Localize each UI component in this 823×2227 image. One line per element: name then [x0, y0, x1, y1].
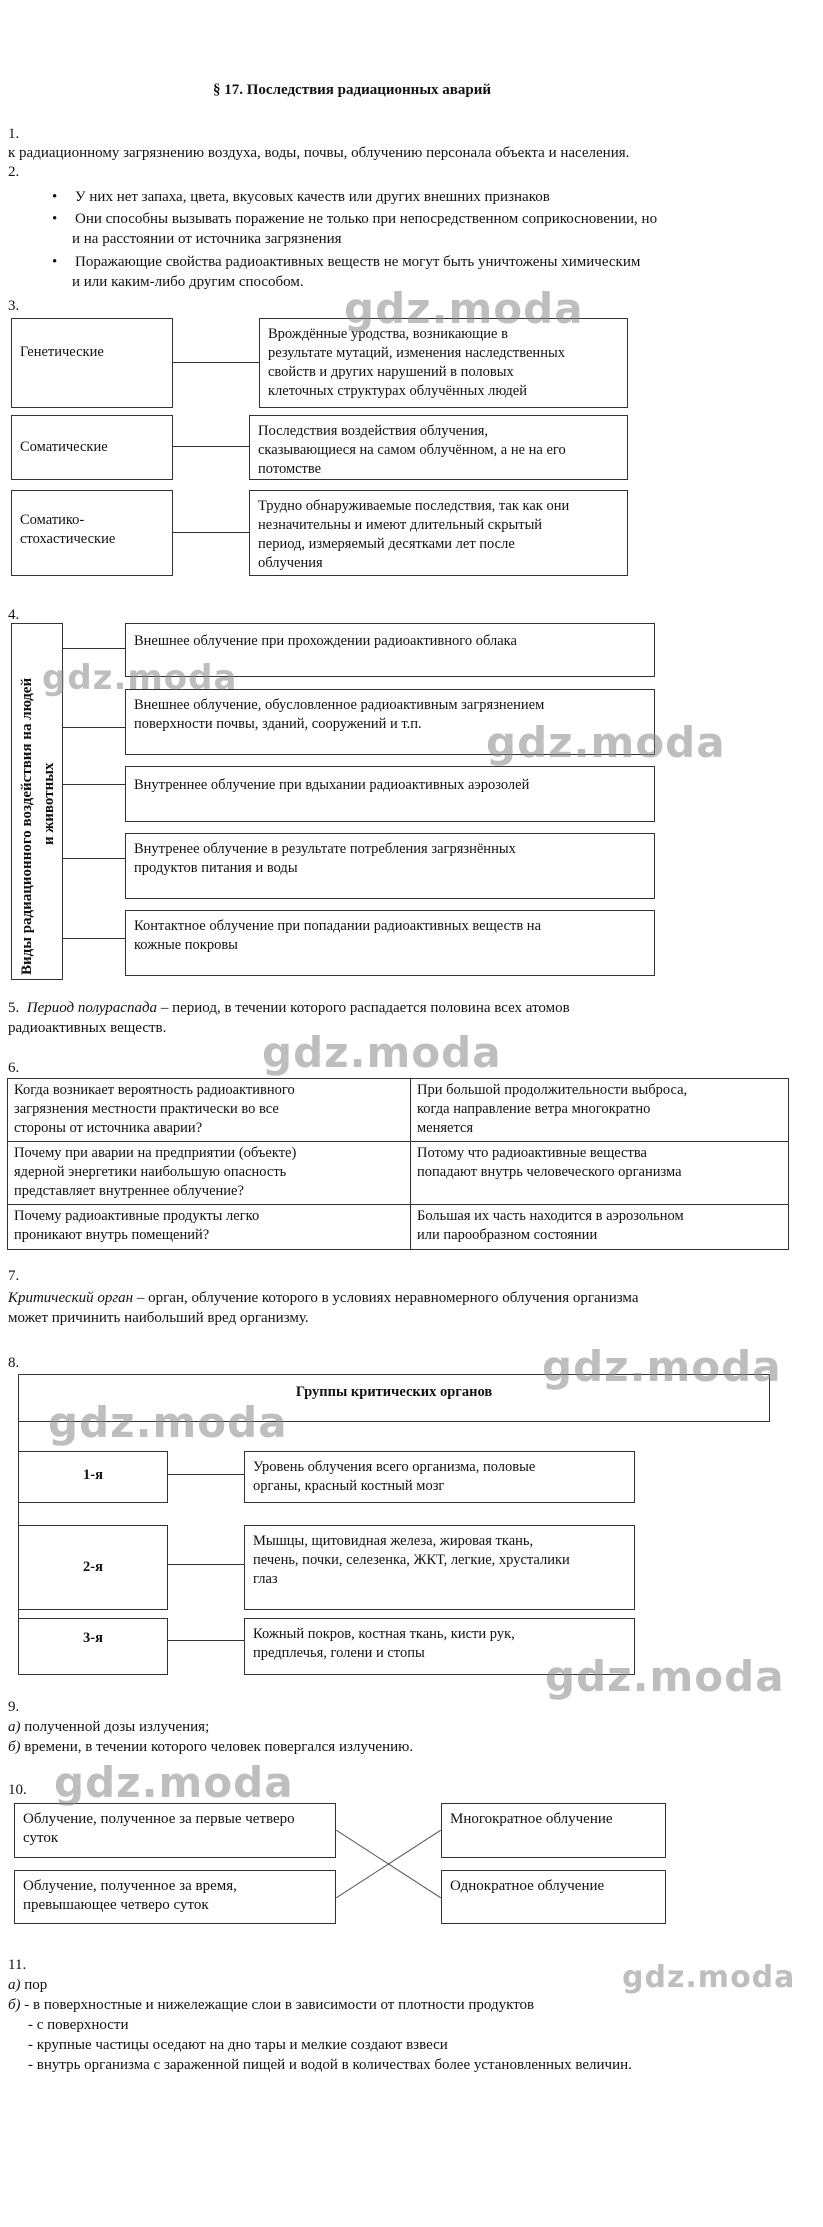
q8-group-2-text: Мышцы, щитовидная железа, жировая ткань, печень, почки, селезенка, ЖКТ, легкие, хрусталики глаз [244, 1525, 635, 1610]
q6-answer-3: Большая их часть находится в аэрозольном или парообразном состоянии [411, 1205, 789, 1250]
answer-2-bullet-2-cont: и на расстоянии от источника загрязнения [72, 231, 342, 247]
q10-right-box-1: Многократное облучение [441, 1803, 666, 1858]
question-number-1: 1. [8, 126, 20, 142]
question-number-7: 7. [8, 1268, 20, 1284]
q3-connector-1 [173, 362, 259, 363]
question-number-9: 9. [8, 1699, 20, 1715]
table-row [8, 1205, 789, 1250]
q3-right-box-3: Трудно обнаруживаемые последствия, так как они незначительны и имеют длительный скрытый период, измеряемый десятками лет после облучения [249, 490, 628, 576]
q3-connector-2 [173, 446, 249, 447]
q6-question-3: Почему радиоактивные продукты легко проникают внутрь помещений? [8, 1205, 411, 1250]
question-number-8: 8. [8, 1355, 20, 1371]
q8-connector-3 [168, 1640, 244, 1641]
q10-left-box-1: Облучение, полученное за первые четверо суток [14, 1803, 336, 1858]
question-number-4: 4. [8, 607, 20, 623]
q10-cross-connectors [336, 1830, 441, 1898]
page-title: § 17. Последствия радиационных аварий [213, 82, 492, 98]
question-number-2: 2. [8, 164, 20, 180]
q4-connector-3 [63, 784, 125, 785]
q4-item-4: Внутренее облучение в результате потребления загрязнённых продуктов питания и воды [125, 833, 655, 899]
answer-2-bullet-2: • Они способны вызывать поражение не только при непосредственном соприкосновении, но [52, 211, 658, 227]
q6-table [7, 1078, 789, 1250]
q3-right-box-2: Последствия воздействия облучения, сказывающиеся на самом облучённом, а не на его потомстве [249, 415, 628, 480]
question-number-10: 10. [8, 1782, 27, 1798]
watermark-9: gdz.moda [622, 1960, 796, 1995]
q4-item-2: Внешнее облучение, обусловленное радиоактивным загрязнением поверхности почвы, зданий, сооружений и т.п. [125, 689, 655, 755]
table-row [8, 1079, 789, 1142]
table-row [8, 1142, 789, 1205]
watermark-6: gdz.moda [48, 1398, 288, 1447]
q4-item-1: Внешнее облучение при прохождении радиоактивного облака [125, 623, 655, 677]
answer-11-line-3: - внутрь организма с зараженной пищей и водой в количествах более установленных величин. [28, 2057, 632, 2073]
q6-answer-2: Потому что радиоактивные вещества попадают внутрь человеческого организма [411, 1142, 789, 1205]
answer-9-a: а) полученной дозы излучения; [8, 1719, 210, 1735]
q4-connector-5 [63, 938, 125, 939]
q3-left-box-1: Генетические [11, 318, 173, 408]
answer-11-b: б) - в поверхностные и нижележащие слои в зависимости от плотности продуктов [8, 1997, 535, 2013]
answer-2-bullet-3: • Поражающие свойства радиоактивных веществ не могут быть уничтожены химическим [52, 254, 641, 270]
q4-connector-1 [63, 648, 125, 649]
q10-right-box-2: Однократное облучение [441, 1870, 666, 1924]
q3-left-box-2: Соматические [11, 415, 173, 480]
question-number-6: 6. [8, 1060, 20, 1076]
question-number-11: 11. [8, 1957, 27, 1973]
answer-1-text: к радиационному загрязнению воздуха, воды, почвы, облучению персонала объекта и населения. [8, 145, 630, 161]
watermark-3: gdz.moda [486, 718, 726, 767]
answer-7-line-2: может причинить наибольший вред организму. [8, 1310, 309, 1326]
answer-2-bullet-3-cont: и или каким-либо другим способом. [72, 274, 304, 290]
watermark-4: gdz.moda [262, 1028, 502, 1077]
q4-category-label-2: и животных [41, 762, 57, 845]
watermark-1: gdz.moda [344, 284, 584, 333]
q4-item-3: Внутреннее облучение при вдыхании радиоактивных аэрозолей [125, 766, 655, 822]
answer-11-a: а) пор [8, 1977, 48, 1993]
answer-7-line-1: Критический орган – орган, облучение которого в условиях неравномерного облучения организма [8, 1290, 639, 1306]
q8-group-1: 1-я [18, 1451, 168, 1503]
answer-2-bullet-1: • У них нет запаха, цвета, вкусовых качеств или других внешних признаков [52, 189, 550, 205]
answer-5-line-1: 5. Период полураспада – период, в течении которого распадается половина всех атомов [8, 1000, 570, 1016]
answer-11-line-1: - с поверхности [28, 2017, 129, 2033]
q6-answer-1: При большой продолжительности выброса, когда направление ветра многократно меняется [411, 1079, 789, 1142]
answer-5-line-2: радиоактивных веществ. [8, 1020, 167, 1036]
q3-connector-3 [173, 532, 249, 533]
q4-connector-4 [63, 858, 125, 859]
q6-question-2: Почему при аварии на предприятии (объекте) ядерной энергетики наибольшую опасность представляет внутреннее облучение? [8, 1142, 411, 1205]
q8-group-2: 2-я [18, 1525, 168, 1610]
q8-group-1-text: Уровень облучения всего организма, половые органы, красный костный мозг [244, 1451, 635, 1503]
q8-header-box: Группы критических органов [18, 1374, 770, 1422]
q3-left-box-3: Соматико- стохастические [11, 490, 173, 576]
q8-group-3: 3-я [18, 1618, 168, 1675]
q8-connector-2 [168, 1564, 244, 1565]
answer-9-b: б) времени, в течении которого человек повергался излучению. [8, 1739, 414, 1755]
q10-left-box-2: Облучение, полученное за время, превышающее четверо суток [14, 1870, 336, 1924]
q3-right-box-1: Врождённые уродства, возникающие в результате мутаций, изменения наследственных свойств и других нарушений в половых клеточных структурах облучённых людей [259, 318, 628, 408]
q6-question-1: Когда возникает вероятность радиоактивного загрязнения местности практически во все стороны от источника аварии? [8, 1079, 411, 1142]
q4-connector-2 [63, 727, 125, 728]
question-number-3: 3. [8, 298, 20, 314]
answer-11-line-2: - крупные частицы оседают на днo тары и мелкие создают взвеси [28, 2037, 448, 2053]
q8-connector-1 [168, 1474, 244, 1475]
q8-group-3-text: Кожный покров, костная ткань, кисти рук, предплечья, голени и стопы [244, 1618, 635, 1675]
q4-category-label-1: Виды радиационного воздействия на людей [19, 677, 35, 975]
watermark-7: gdz.moda [545, 1652, 785, 1701]
watermark-2: gdz.moda [42, 658, 238, 698]
watermark-8: gdz.moda [54, 1758, 294, 1807]
watermark-5: gdz.moda [542, 1342, 782, 1391]
q4-item-5: Контактное облучение при попадании радиоактивных веществ на кожные покровы [125, 910, 655, 976]
